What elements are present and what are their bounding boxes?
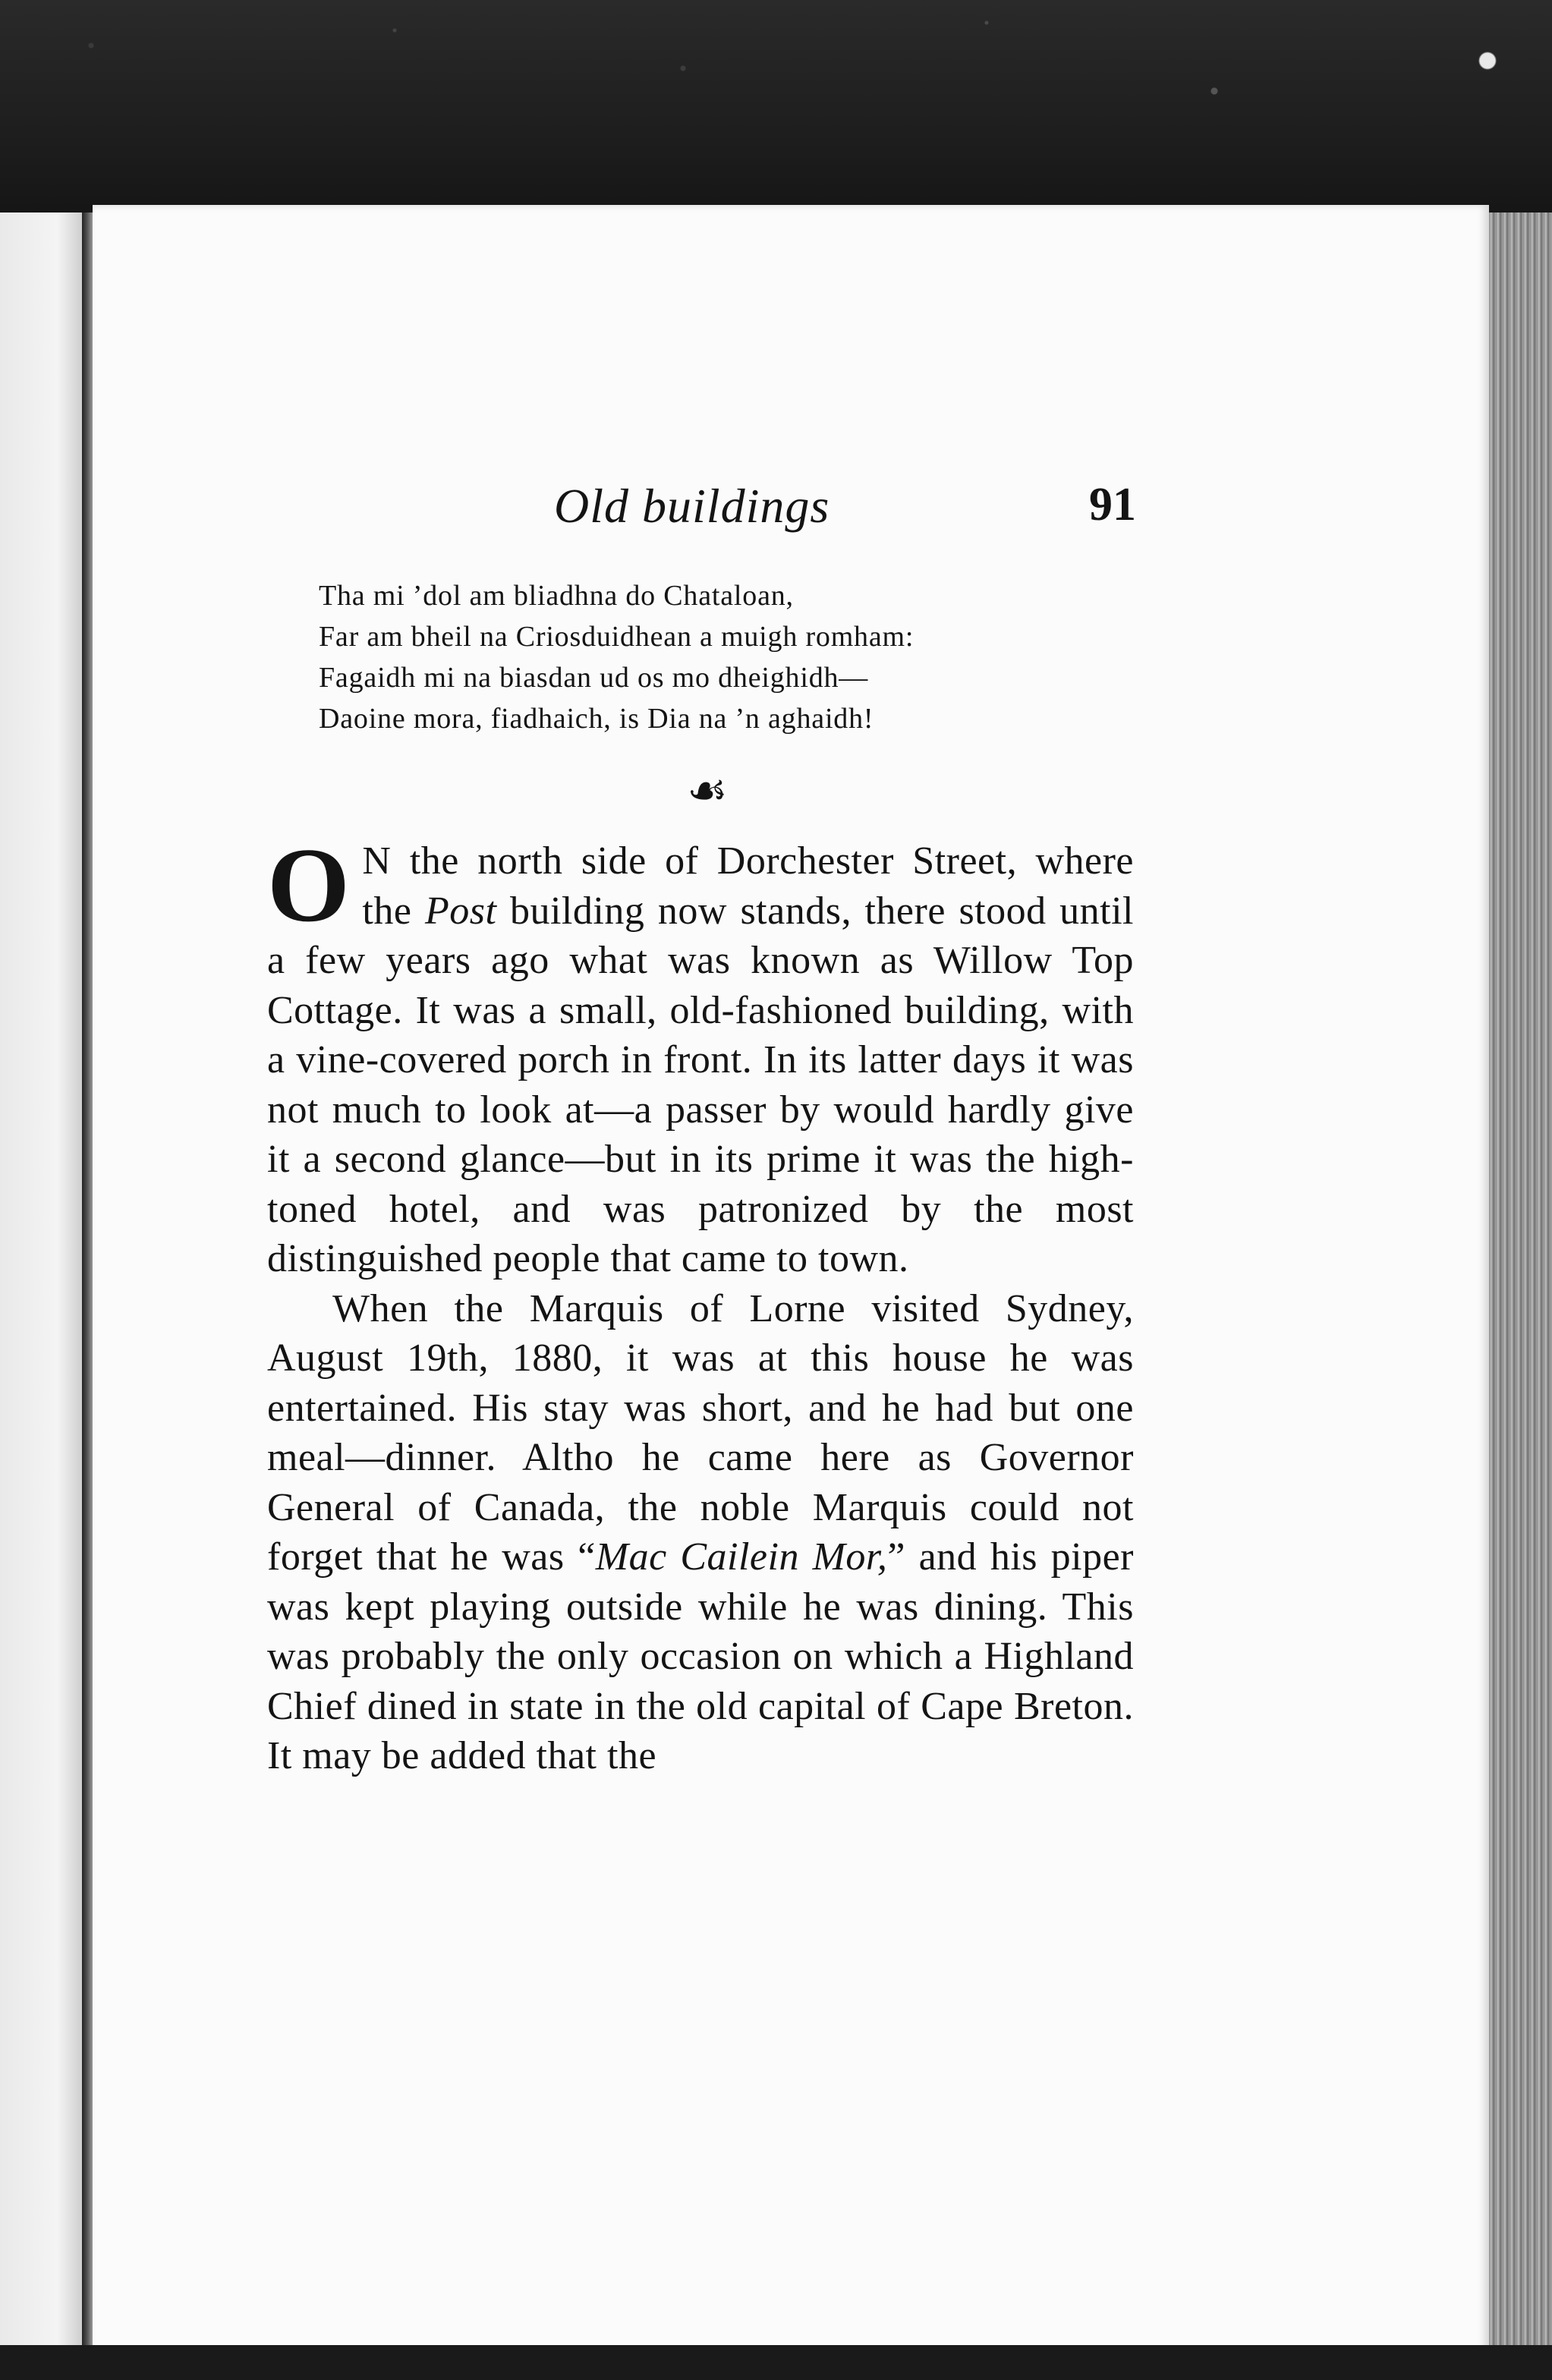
paragraph-2-text-a: When the Marquis of Lorne visited Sydney, August 19th, 1880, it was at this house he was entertained. His stay was short, and he had but one meal—dinner. Altho he came here as Governor General of Canada, the noble Marquis could not forget that he was “: [267, 1286, 1134, 1579]
paragraph-1-text-c: building now stands, there stood until a few years ago what was known as Willow Top Cottage. It was a small, old-fashioned building, with a vine-covered porch in front. In its latter days it was not much to look at—a passer by would hardly give it a second glance—but in its prime it was the high-toned hotel, and was patronized by the most distinguished people that came to town.: [267, 889, 1135, 1280]
paragraph-1-text-a: N the north side of Dorchester Street, where the: [362, 839, 1134, 933]
verse-line: Daoine mora, fiadhaich, is Dia na ’n aghaidh!: [319, 703, 874, 735]
verse-line: Far am bheil na Criosduidhean a muigh romham:: [319, 621, 915, 653]
paragraph-2-text-c: ” and his piper was kept playing outside while he was dining. This was probably the only occasion on which a Highland Chief dined in state in the old capital of Cape Breton. It may be added that the: [267, 1535, 1134, 1777]
page-number: 91: [1089, 479, 1136, 530]
book-gutter: [82, 212, 93, 2353]
verse-line: Fagaidh mi na biasdan ud os mo dheighidh—: [319, 662, 869, 694]
drop-cap: O: [267, 826, 351, 944]
verse-line: Tha mi ’dol am bliadhna do Chataloan,: [319, 580, 794, 612]
scanner-background-top: [0, 0, 1552, 220]
paragraph-1: [267, 826, 1135, 1284]
fleuron-ornament-icon: ☙: [687, 766, 728, 816]
paragraph-1-italic: Post: [424, 889, 497, 933]
body-text: [267, 826, 1135, 1781]
gaelic-verse: [319, 575, 1214, 739]
paragraph-2-italic: Mac Cailein Mor,: [595, 1535, 888, 1579]
scanner-background-bottom: [0, 2345, 1552, 2380]
running-title: Old buildings: [554, 479, 830, 533]
paragraph-2: [267, 1284, 1134, 1781]
previous-page-edge: [0, 212, 82, 2353]
page-stack-edge: [1489, 212, 1552, 2353]
